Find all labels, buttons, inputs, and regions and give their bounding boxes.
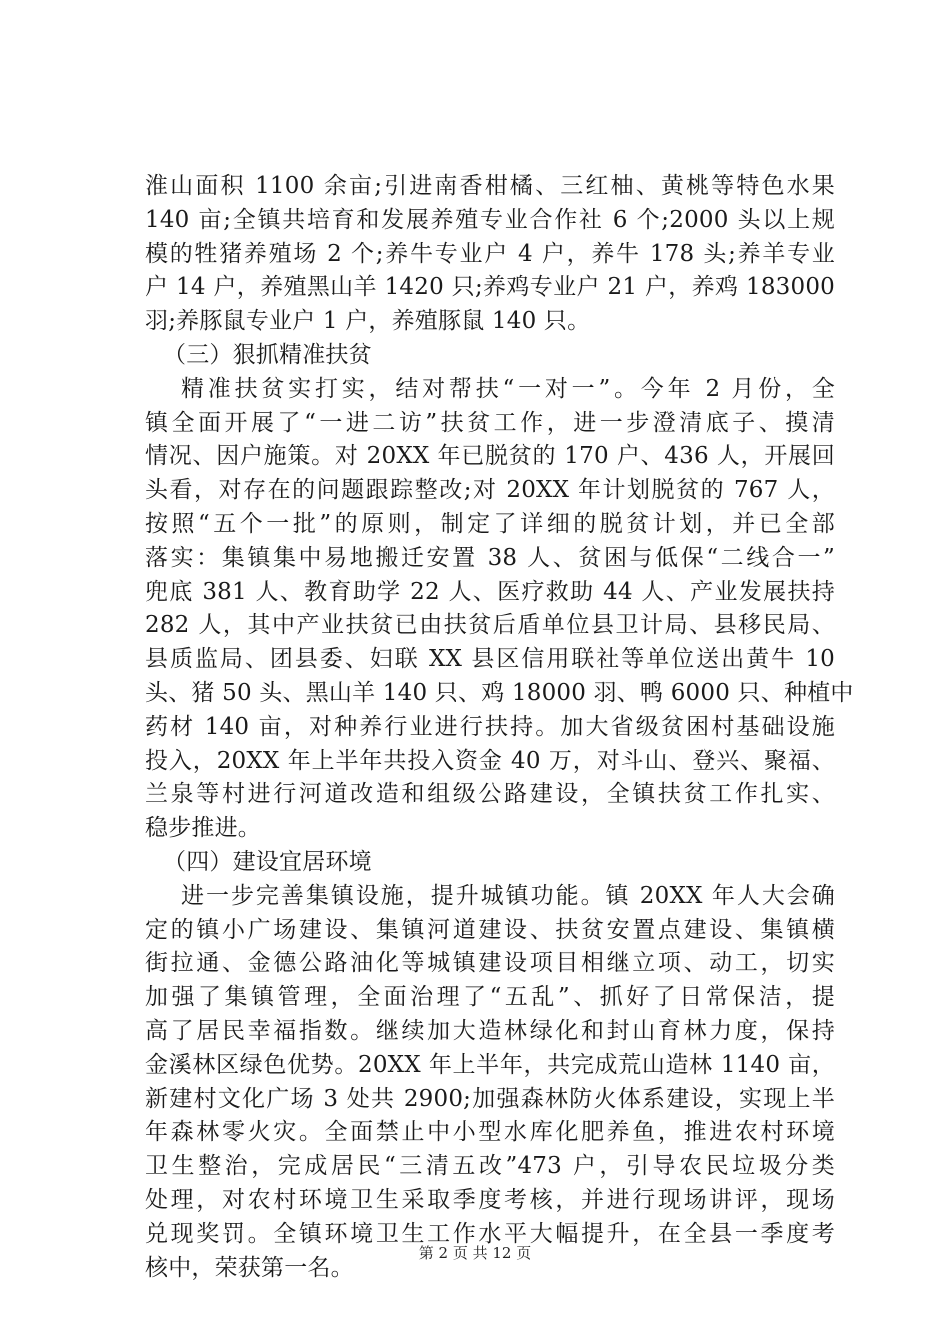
text-line: 加强了集镇管理，全面治理了“五乱”、抓好了日常保洁，提 xyxy=(145,984,835,1011)
text-line: 精准扶贫实打实，结对帮扶“一对一”。今年 2 月份，全 xyxy=(181,375,835,402)
text-line: 金溪林区绿色优势。20XX 年上半年，共完成荒山造林 1140 亩， xyxy=(145,1051,835,1078)
section-heading-environment: （四）建设宜居环境 xyxy=(163,848,372,875)
text-line: 兑现奖罚。全镇环境卫生工作水平大幅提升，在全县一季度考 xyxy=(145,1220,835,1247)
text-line: 稳步推进。 xyxy=(145,815,261,842)
paragraph-poverty xyxy=(145,373,854,846)
text-line: 定的镇小广场建设、集镇河道建设、扶贫安置点建设、集镇横 xyxy=(145,916,835,943)
text-line: 兜底 381 人、教育助学 22 人、医疗救助 44 人、产业发展扶持 xyxy=(145,578,835,605)
text-line: 卫生整治，完成居民“三清五改”473 户，引导农民垃圾分类 xyxy=(145,1153,835,1180)
text-line: 县质监局、团县委、妇联 XX 县区信用联社等单位送出黄牛 10 xyxy=(145,646,835,673)
document-body xyxy=(145,170,854,1285)
text-line: 户 14 户，养殖黑山羊 1420 只;养鸡专业户 21 户，养鸡 183000 xyxy=(145,274,835,301)
text-line: 头看，对存在的问题跟踪整改;对 20XX 年计划脱贫的 767 人， xyxy=(145,477,835,504)
text-line: 进一步完善集镇设施，提升城镇功能。镇 20XX 年人大会确 xyxy=(181,882,835,909)
text-line: 核中，荣获第一名。 xyxy=(145,1254,354,1281)
text-line: 模的牲猪养殖场 2 个;养牛专业户 4 户，养牛 178 头;养羊专业 xyxy=(145,240,835,267)
text-line: 高了居民幸福指数。继续加大造林绿化和封山育林力度，保持 xyxy=(145,1017,835,1044)
paragraph-environment xyxy=(145,880,835,1286)
text-line: 282 人，其中产业扶贫已由扶贫后盾单位县卫计局、县移民局、 xyxy=(145,612,835,639)
paragraph-livestock xyxy=(145,170,835,339)
text-line: 淮山面积 1100 余亩;引进南香柑橘、三红柚、黄桃等特色水果 xyxy=(145,173,835,199)
text-line: 兰泉等村进行河道改造和组级公路建设，全镇扶贫工作扎实、 xyxy=(145,781,835,808)
text-line: 140 亩;全镇共培育和发展养殖专业合作社 6 个;2000 头以上规 xyxy=(145,206,835,233)
text-line: 镇全面开展了“一进二访”扶贫工作，进一步澄清底子、摸清 xyxy=(145,409,835,436)
text-line: 街拉通、金德公路油化等城镇建设项目相继立项、动工，切实 xyxy=(145,950,835,977)
text-line: 头、猪 50 头、黑山羊 140 只、鸡 18000 羽、鸭 6000 只、种植中 xyxy=(145,679,854,706)
text-line: 新建村文化广场 3 处共 2900;加强森林防火体系建设，实现上半 xyxy=(145,1085,835,1112)
section-heading-poverty: （三）狠抓精准扶贫 xyxy=(163,341,372,368)
text-line: 投入，20XX 年上半年共投入资金 40 万，对斗山、登兴、聚福、 xyxy=(145,747,835,774)
text-line: 药材 140 亩，对种养行业进行扶持。加大省级贫困村基础设施 xyxy=(145,713,835,740)
text-line: 落实：集镇集中易地搬迁安置 38 人、贫困与低保“二线合一” xyxy=(145,544,835,571)
text-line: 按照“五个一批”的原则，制定了详细的脱贫计划，并已全部 xyxy=(145,510,835,537)
text-line: 处理，对农村环境卫生采取季度考核，并进行现场讲评，现场 xyxy=(145,1186,835,1213)
page-number-footer: 第 2 页 共 12 页 xyxy=(418,1244,532,1262)
text-line: 羽;养豚鼠专业户 1 户，养殖豚鼠 140 只。 xyxy=(145,308,591,335)
text-line: 情况、因户施策。对 20XX 年已脱贫的 170 户、436 人，开展回 xyxy=(145,443,835,470)
text-line: 年森林零火灾。全面禁止中小型水库化肥养鱼，推进农村环境 xyxy=(145,1119,835,1146)
